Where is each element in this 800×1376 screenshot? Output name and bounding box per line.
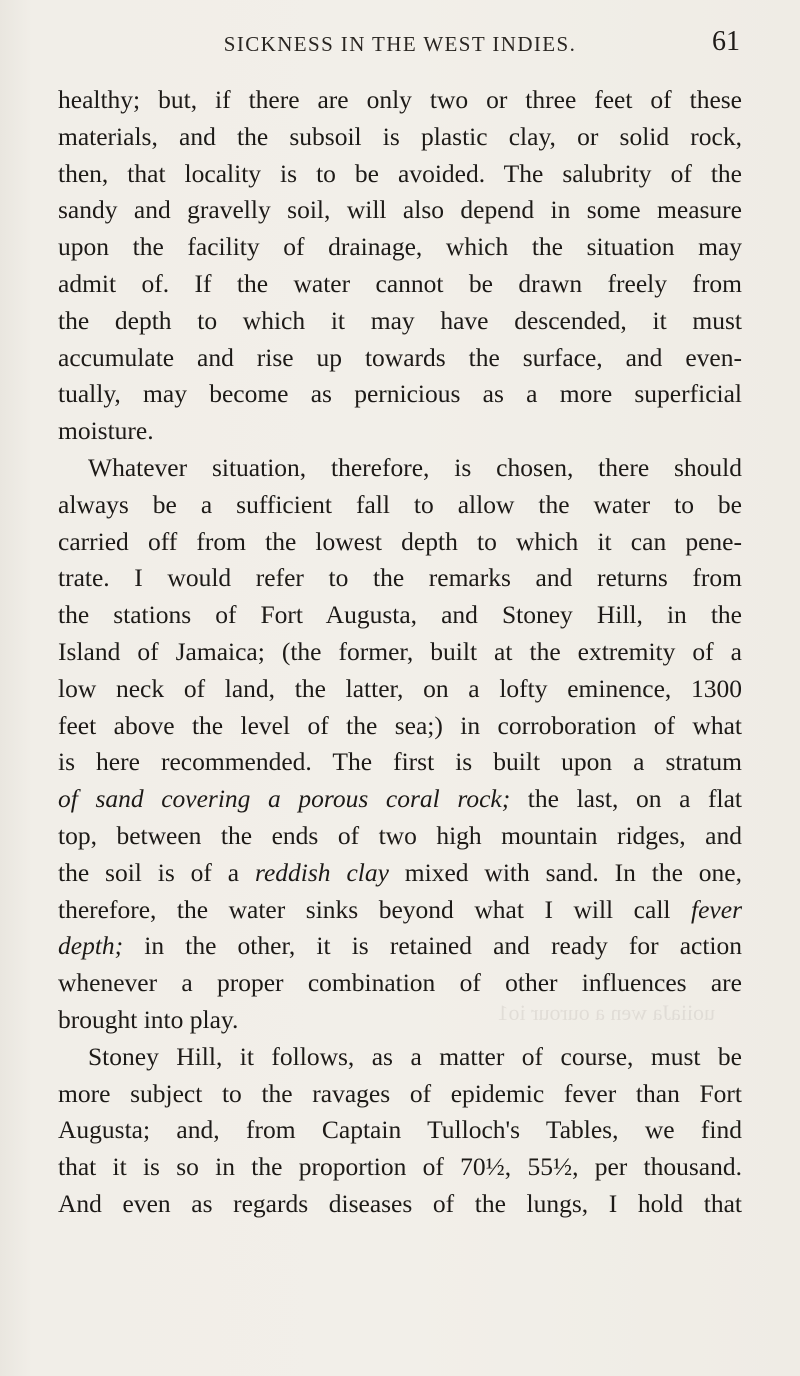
italic-phrase: of sand covering a porous coral rock; — [58, 784, 511, 814]
paragraph-start-line: Stoney Hill, it follows, as a matter of course, must be — [88, 1041, 742, 1071]
text-line: Island of Jamaica; (the former, built at the extremity of a — [58, 636, 742, 666]
text-line: healthy; but, if there are only two or three feet of these — [58, 85, 742, 114]
paragraph-start-line: Whatever situation, therefore, is chosen, there should — [88, 452, 742, 482]
text-run: the soil is of a — [58, 857, 255, 887]
show-through-text: uoiiaJa wen a ourour io1 — [497, 1000, 715, 1025]
text-line — [58, 928, 742, 965]
italic-phrase: reddish clay — [255, 857, 389, 887]
text-line — [58, 781, 742, 818]
text-line: trate. I would refer to the remarks and returns from — [58, 563, 742, 593]
text-line: materials, and the subsoil is plastic clay, or solid rock, — [58, 121, 742, 151]
text-line: brought into play. — [58, 1004, 239, 1034]
text-run: therefore, the water sinks beyond what I will call — [58, 894, 692, 924]
text-line: accumulate and rise up towards the surface, and even- — [58, 342, 742, 372]
text-line: then, that locality is to be avoided. The salubrity of the — [58, 158, 742, 188]
page-header — [60, 26, 740, 60]
text-line: whenever a proper combination of other influences are — [58, 968, 742, 998]
text-line: Augusta; and, from Captain Tulloch's Tables, we find — [58, 1115, 742, 1145]
text-line: sandy and gravelly soil, will also depend in some measure — [58, 195, 742, 225]
text-run: mixed with sand. In the one, — [388, 857, 743, 887]
text-line: low neck of land, the latter, on a lofty eminence, 1300 — [58, 673, 742, 703]
text-line — [58, 855, 742, 892]
running-title: SICKNESS IN THE WEST INDIES. — [223, 32, 577, 56]
text-run: in the other, it is retained and ready for action — [123, 931, 742, 961]
text-line: feet above the level of the sea;) in corroboration of what — [58, 710, 742, 740]
page-number: 61 — [712, 26, 740, 57]
text-run: the last, on a flat — [510, 784, 742, 814]
text-line: admit of. If the water cannot be drawn freely from — [58, 268, 742, 298]
text-line: the depth to which it may have descended, it must — [58, 305, 742, 335]
text-line: the stations of Fort Augusta, and Stoney Hill, in the — [58, 600, 742, 630]
italic-phrase: depth; — [58, 931, 124, 961]
text-line: And even as regards diseases of the lungs, I hold that — [58, 1188, 742, 1218]
text-line — [58, 892, 742, 929]
text-line: that it is so in the proportion of 70½, 55½, per thousand. — [58, 1152, 742, 1182]
text-line: upon the facility of drainage, which the situation may — [58, 232, 742, 262]
text-line: more subject to the ravages of epidemic fever than Fort — [58, 1078, 742, 1108]
text-line: is here recommended. The first is built upon a stratum — [58, 747, 742, 777]
body-text — [58, 82, 742, 1223]
text-line: carried off from the lowest depth to which it can pene- — [58, 526, 742, 556]
text-line: always be a sufficient fall to allow the water to be — [58, 489, 742, 519]
text-line: tually, may become as pernicious as a more superficial — [58, 379, 742, 409]
italic-phrase: fever — [691, 894, 742, 924]
text-line: moisture. — [58, 416, 154, 446]
text-line: top, between the ends of two high mountain ridges, and — [58, 820, 742, 850]
